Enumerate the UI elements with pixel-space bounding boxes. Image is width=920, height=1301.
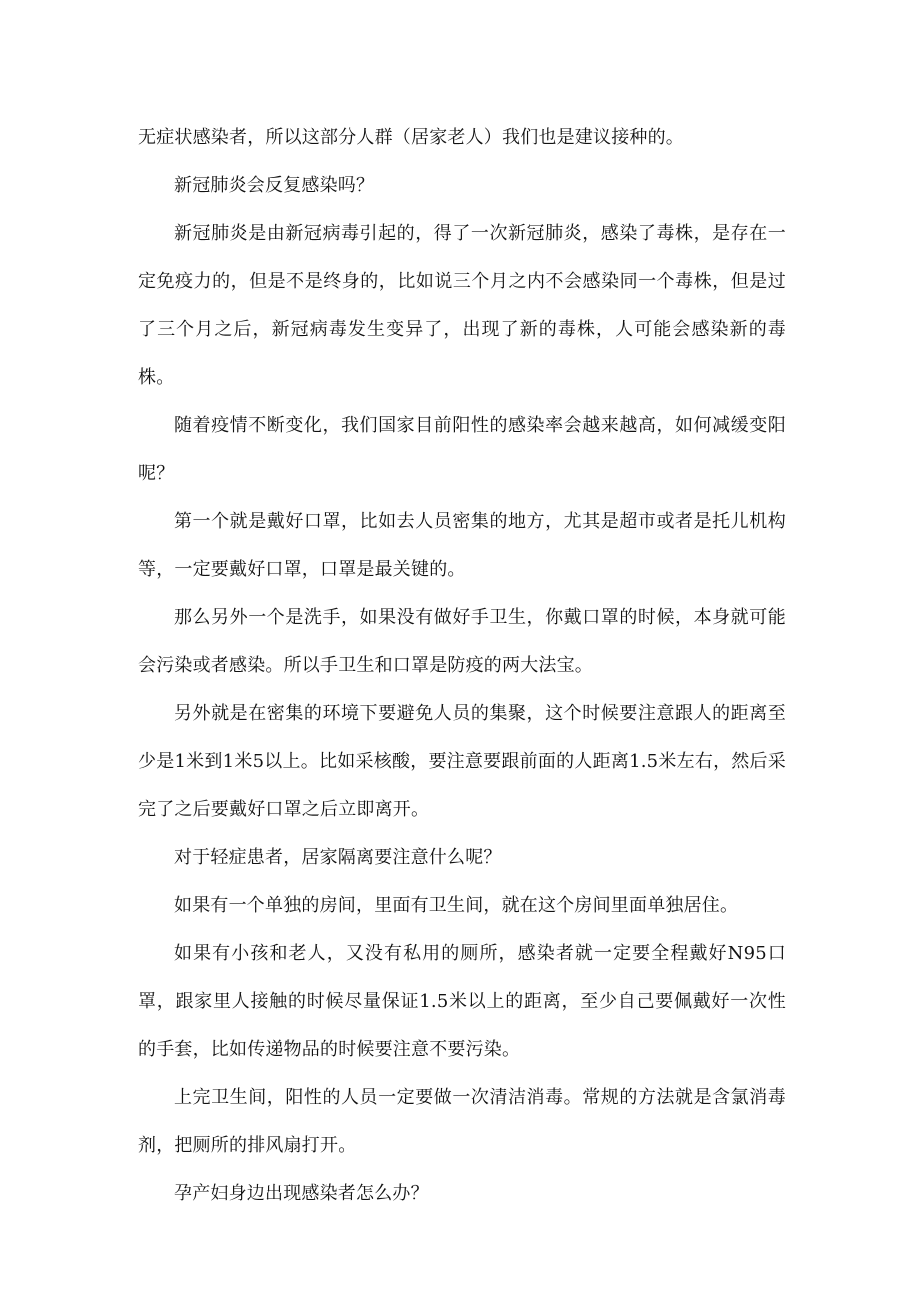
heading-pregnant-women-question: 孕产妇身边出现感染者怎么办？ <box>174 1183 429 1204</box>
paragraph-separate-room: 如果有一个单独的房间，里面有卫生间，就在这个房间里面单独居住。 <box>174 895 739 916</box>
paragraph-wear-mask: 第一个就是戴好口罩，比如去人员密集的地方，尤其是超市或者是托儿机构等，一定要戴好口罩，口罩是最关键的。 <box>138 511 786 580</box>
heading-reinfection-question: 新冠肺炎会反复感染吗？ <box>174 175 375 196</box>
paragraph-children-elderly: 如果有小孩和老人，又没有私用的厕所，感染者就一定要全程戴好N95口罩，跟家里人接触的时候尽量保证1.5米以上的距离，至少自己要佩戴好一次性的手套，比如传递物品的时候要注意不要污染。 <box>138 943 786 1060</box>
paragraph-slowing-infection-question: 随着疫情不断变化，我们国家目前阳性的感染率会越来越高，如何减缓变阳呢？ <box>138 415 786 484</box>
document-body <box>138 114 786 1218</box>
paragraph-reinfection-answer: 新冠肺炎是由新冠病毒引起的，得了一次新冠肺炎，感染了毒株，是存在一定免疫力的，但是不是终身的，比如说三个月之内不会感染同一个毒株，但是过了三个月之后，新冠病毒发生变异了，出现了新的毒株，人可能会感染新的毒株。 <box>138 223 786 388</box>
paragraph-avoid-crowds: 另外就是在密集的环境下要避免人员的集聚，这个时候要注意跟人的距离至少是1米到1米5以上。比如采核酸，要注意要跟前面的人距离1.5米左右，然后采完了之后要戴好口罩之后立即离开。 <box>138 703 786 820</box>
paragraph-continuation: 无症状感染者，所以这部分人群（居家老人）我们也是建议接种的。 <box>138 127 684 148</box>
heading-home-isolation-question: 对于轻症患者，居家隔离要注意什么呢？ <box>174 847 502 868</box>
paragraph-hand-washing: 那么另外一个是洗手，如果没有做好手卫生，你戴口罩的时候，本身就可能会污染或者感染。所以手卫生和口罩是防疫的两大法宝。 <box>138 607 786 676</box>
paragraph-bathroom-disinfection: 上完卫生间，阳性的人员一定要做一次清洁消毒。常规的方法就是含氯消毒剂，把厕所的排风扇打开。 <box>138 1087 786 1156</box>
